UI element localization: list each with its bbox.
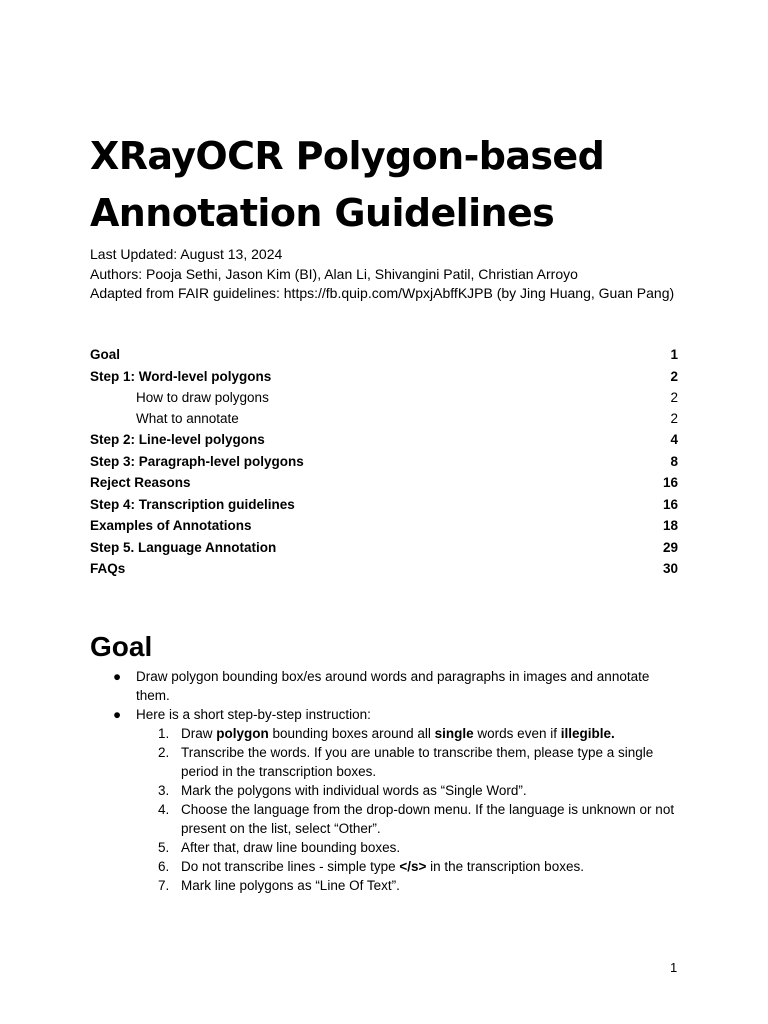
- step-item-2: [90, 743, 680, 781]
- toc-label[interactable]: Goal: [90, 347, 121, 362]
- step-item-1: [90, 724, 680, 743]
- adapted-from: Adapted from FAIR guidelines: https://fb.quip.com/WpxjAbffKJPB (by Jing Huang, Guan Pang): [90, 285, 675, 301]
- step-number: 6.: [158, 859, 170, 874]
- step-item-6: [90, 857, 680, 876]
- step-text: After that, draw line bounding boxes.: [181, 840, 401, 855]
- step-item-7: [90, 876, 680, 895]
- step-item-3: [90, 781, 680, 800]
- step-text: Draw polygon bounding boxes around all single words even if illegible.: [181, 726, 615, 741]
- toc-entry-reject-reasons[interactable]: [90, 472, 678, 494]
- toc-page: 16: [662, 496, 678, 512]
- toc-entry-step-4[interactable]: [90, 494, 678, 516]
- bullet-icon: ●: [113, 707, 122, 722]
- toc-page: 30: [662, 561, 678, 576]
- toc-page: 16: [662, 475, 678, 490]
- document-title: [90, 128, 690, 242]
- toc-label[interactable]: Reject Reasons: [90, 475, 191, 490]
- toc-entry-goal[interactable]: [90, 344, 678, 366]
- step-text: Transcribe the words. If you are unable to transcribe them, please type a single period in the transcription boxes.: [181, 745, 654, 779]
- toc-page: 2: [670, 368, 678, 384]
- toc-label[interactable]: Step 3: Paragraph-level polygons: [90, 453, 304, 469]
- authors: Authors: Pooja Sethi, Jason Kim (BI), Alan Li, Shivangini Patil, Christian Arroyo: [90, 265, 578, 282]
- toc-entry-step-3[interactable]: [90, 451, 678, 473]
- toc-label[interactable]: FAQs: [90, 561, 126, 576]
- step-item-4: [90, 800, 680, 838]
- toc-page: 4: [670, 432, 678, 447]
- toc-page: 2: [670, 390, 678, 405]
- toc-entry-step-2[interactable]: [90, 429, 678, 451]
- toc-page: 18: [662, 518, 678, 533]
- step-item-5: [90, 838, 680, 857]
- toc-label[interactable]: Step 2: Line-level polygons: [90, 432, 265, 447]
- toc-page: 29: [662, 539, 678, 555]
- step-text: Mark line polygons as “Line Of Text”.: [181, 878, 400, 893]
- title-line-1: XRayOCR Polygon-based: [90, 134, 605, 178]
- step-number: 1.: [158, 726, 170, 741]
- toc-entry-how-to-draw[interactable]: [90, 387, 678, 408]
- step-number: 5.: [158, 840, 170, 855]
- table-of-contents: [90, 344, 678, 580]
- last-updated: Last Updated: August 13, 2024: [90, 246, 283, 262]
- toc-page: 1: [670, 347, 678, 362]
- toc-label[interactable]: Step 1: Word-level polygons: [90, 368, 272, 384]
- step-number: 2.: [158, 745, 170, 760]
- toc-label[interactable]: Step 5. Language Annotation: [90, 539, 277, 555]
- toc-entry-faqs[interactable]: [90, 558, 678, 580]
- page-number: 1: [670, 960, 678, 975]
- bullet-icon: ●: [113, 669, 122, 684]
- toc-entry-step-1[interactable]: [90, 366, 678, 388]
- step-text: Mark the polygons with individual words as “Single Word”.: [181, 783, 527, 798]
- step-text: Do not transcribe lines - simple type </s> in the transcription boxes.: [181, 859, 584, 874]
- toc-label[interactable]: How to draw polygons: [136, 390, 269, 405]
- bullet-item: [90, 667, 680, 705]
- toc-page: 2: [670, 411, 678, 426]
- bullet-item: [90, 705, 680, 724]
- step-number: 3.: [158, 783, 170, 798]
- step-number: 7.: [158, 878, 170, 893]
- step-number: 4.: [158, 802, 170, 817]
- toc-label[interactable]: Step 4: Transcription guidelines: [90, 496, 295, 512]
- title-line-2: Annotation Guidelines: [90, 191, 555, 235]
- toc-label[interactable]: What to annotate: [136, 411, 239, 426]
- step-list: [90, 724, 680, 895]
- goal-heading: Goal: [90, 631, 153, 662]
- step-text: Choose the language from the drop-down menu. If the language is unknown or not present on the list, select “Other”.: [181, 802, 675, 836]
- toc-entry-examples[interactable]: [90, 515, 678, 537]
- toc-entry-what-to-annotate[interactable]: [90, 408, 678, 429]
- toc-label[interactable]: Examples of Annotations: [90, 518, 252, 533]
- bullet-text: Here is a short step-by-step instruction:: [136, 707, 371, 722]
- goal-list: [90, 667, 680, 895]
- document-meta: [90, 245, 674, 304]
- toc-entry-step-5[interactable]: [90, 537, 678, 559]
- bullet-text: Draw polygon bounding box/es around words and paragraphs in images and annotate them.: [136, 669, 650, 703]
- toc-page: 8: [670, 453, 678, 469]
